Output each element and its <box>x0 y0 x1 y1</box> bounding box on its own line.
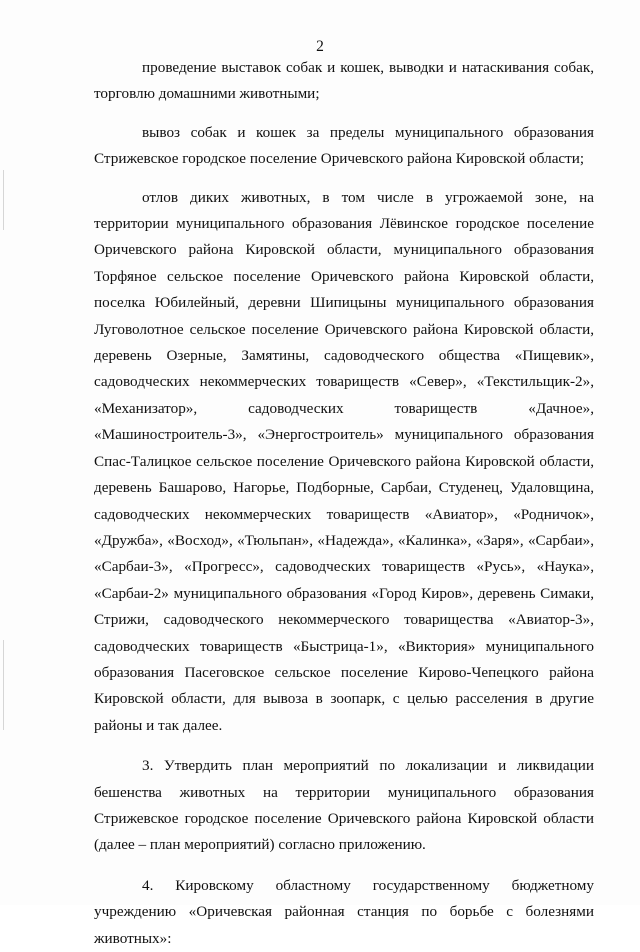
page-number: 2 <box>316 38 324 55</box>
document-body <box>94 55 594 952</box>
paragraph-shows-trade: проведение выставок собак и кошек, выводки и натаскивания собак, торговлю домашними животными; <box>94 59 594 103</box>
paragraph-wild-animal-capture: отлов диких животных, в том числе в угрожаемой зоне, на территории муниципального образования Лёвинское городское поселение Оричевского района Кировской области, муниципального образования Торфяное сельское поселение Оричевского района Кировской области, поселка Юбилейный, деревни Шипицыны муниципального образования Луговолотное сельское поселение Оричевского района Кировской области, деревень Озерные, Замятины, садоводческого общества «Пищевик», садоводческих некоммерческих товариществ «Север», «Текстильщик-2», «Механизатор», садоводческих товариществ «Дачное», «Машиностроитель-3», «Энергостроитель» муниципального образования Спас-Талицкое сельское поселение Оричевского района Кировской области, деревень Башарово, Нагорье, Подборные, Сарбаи, Студенец, Удаловщина, садоводческих некоммерческих товариществ «Авиатор», «Родничок», «Дружба», «Восход», «Тюльпан», «Надежда», «Калинка», «Заря», «Сарбаи», «Сарбаи-3», «Прогресс», садоводческих товариществ «Русь», «Наука», «Сарбаи-2» муниципального образования «Город Киров», деревень Симаки, Стрижи, садоводческого некоммерческого товарищества «Авиатор-3», садоводческих товариществ «Быстрица-1», «Виктория» муниципального образования Пасеговское сельское поселение Кирово-Чепецкого района Кировской области, для вывоза в зоопарк, с целью расселения в другие районы и так далее. <box>94 188 594 734</box>
paragraph-item-4-vet-station: 4. Кировскому областному государственному бюджетному учреждению «Оричевская районная станция по борьбе с болезнями животных»: <box>94 876 594 947</box>
paragraph-item-3-action-plan: 3. Утвердить план мероприятий по локализации и ликвидации бешенства животных на территории муниципального образования Стрижевское городское поселение Оричевского района Кировской области (далее – план мероприятий) согласно приложению. <box>94 757 594 854</box>
scan-edge-mark <box>3 170 4 230</box>
paragraph-export-animals: вывоз собак и кошек за пределы муниципального образования Стрижевское городское поселение Оричевского района Кировской области; <box>94 123 594 168</box>
scan-edge-mark <box>3 640 4 730</box>
